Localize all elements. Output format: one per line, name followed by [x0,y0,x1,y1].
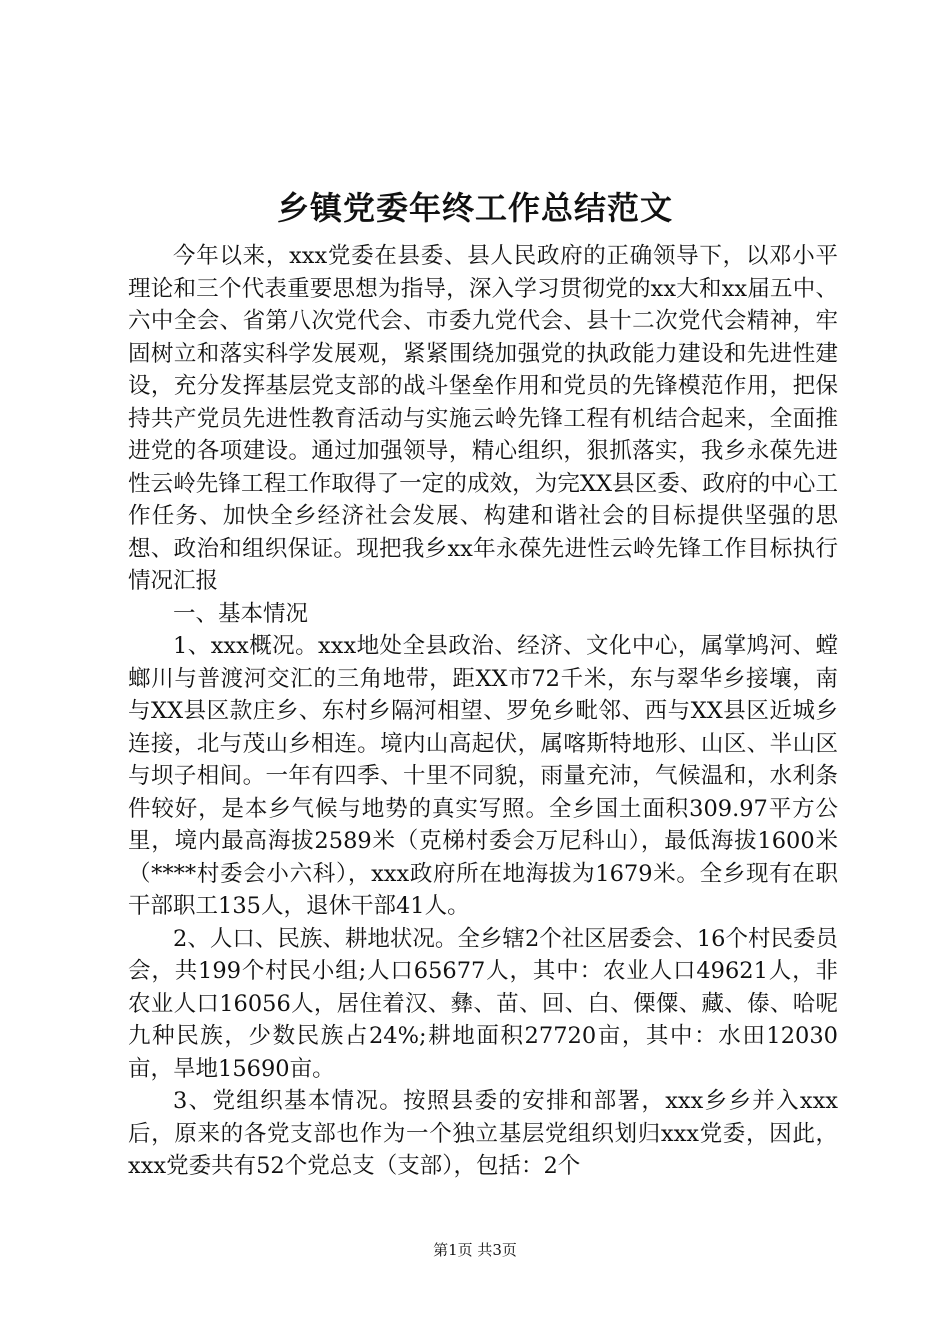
paragraph-population: 2、人口、民族、耕地状况。全乡辖2个社区居委会、16个村民委员会，共199个村民小组;人口65677人，其中：农业人口49621人，非农业人口16056人，居住着汉、彝、苗、回、白、傈僳、藏、傣、哈呢九种民族，少数民族占24%;耕地面积27720亩，其中：水田12030亩，旱地15690亩。 [128,925,838,1082]
document-body [128,240,838,1183]
document-title: 乡镇党委年终工作总结范文 [276,189,673,227]
paragraph-party-organization: 3、党组织基本情况。按照县委的安排和部署，xxx乡乡并入xxx后，原来的各党支部也作为一个独立基层党组织划归xxx党委，因此，xxx党委共有52个党总支（支部），包括：2个 [128,1088,838,1179]
paragraph-intro: 今年以来，xxx党委在县委、县人民政府的正确领导下，以邓小平理论和三个代表重要思想为指导，深入学习贯彻党的xx大和xx届五中、六中全会、省第八次党代会、市委九党代会、县十二次党代会精神，牢固树立和落实科学发展观，紧紧围绕加强党的执政能力建设和先进性建设，充分发挥基层党支部的战斗堡垒作用和党员的先锋模范作用，把保持共产党员先进性教育活动与实施云岭先锋工程有机结合起来，全面推进党的各项建设。通过加强领导，精心组织，狠抓落实，我乡永葆先进性云岭先锋工程工作取得了一定的成效，为完XX县区委、政府的中心工作任务、加快全乡经济社会发展、构建和谐社会的目标提供坚强的思想、政治和组织保证。现把我乡xx年永葆先进性云岭先锋工作目标执行情况汇报 [128,243,838,594]
paragraph-overview: 1、xxx概况。xxx地处全县政治、经济、文化中心，属掌鸠河、螳螂川与普渡河交汇的三角地带，距XX市72千米，东与翠华乡接壤，南与XX县区款庄乡、东村乡隔河相望、罗免乡毗邻、西与XX县区近城乡连接，北与茂山乡相连。境内山高起伏，属喀斯特地形、山区、半山区与坝子相间。一年有四季、十里不同貌，雨量充沛，气候温和，水利条件较好，是本乡气候与地势的真实写照。全乡国土面积309.97平方公里，境内最高海拔2589米（克梯村委会万尼科山），最低海拔1600米（****村委会小六科），xxx政府所在地海拔为1679米。全乡现有在职干部职工135人，退休干部41人。 [128,633,838,919]
section-heading-basic-info: 一、基本情况 [173,600,309,627]
page-footer: 第1页 共3页 [433,1241,517,1259]
